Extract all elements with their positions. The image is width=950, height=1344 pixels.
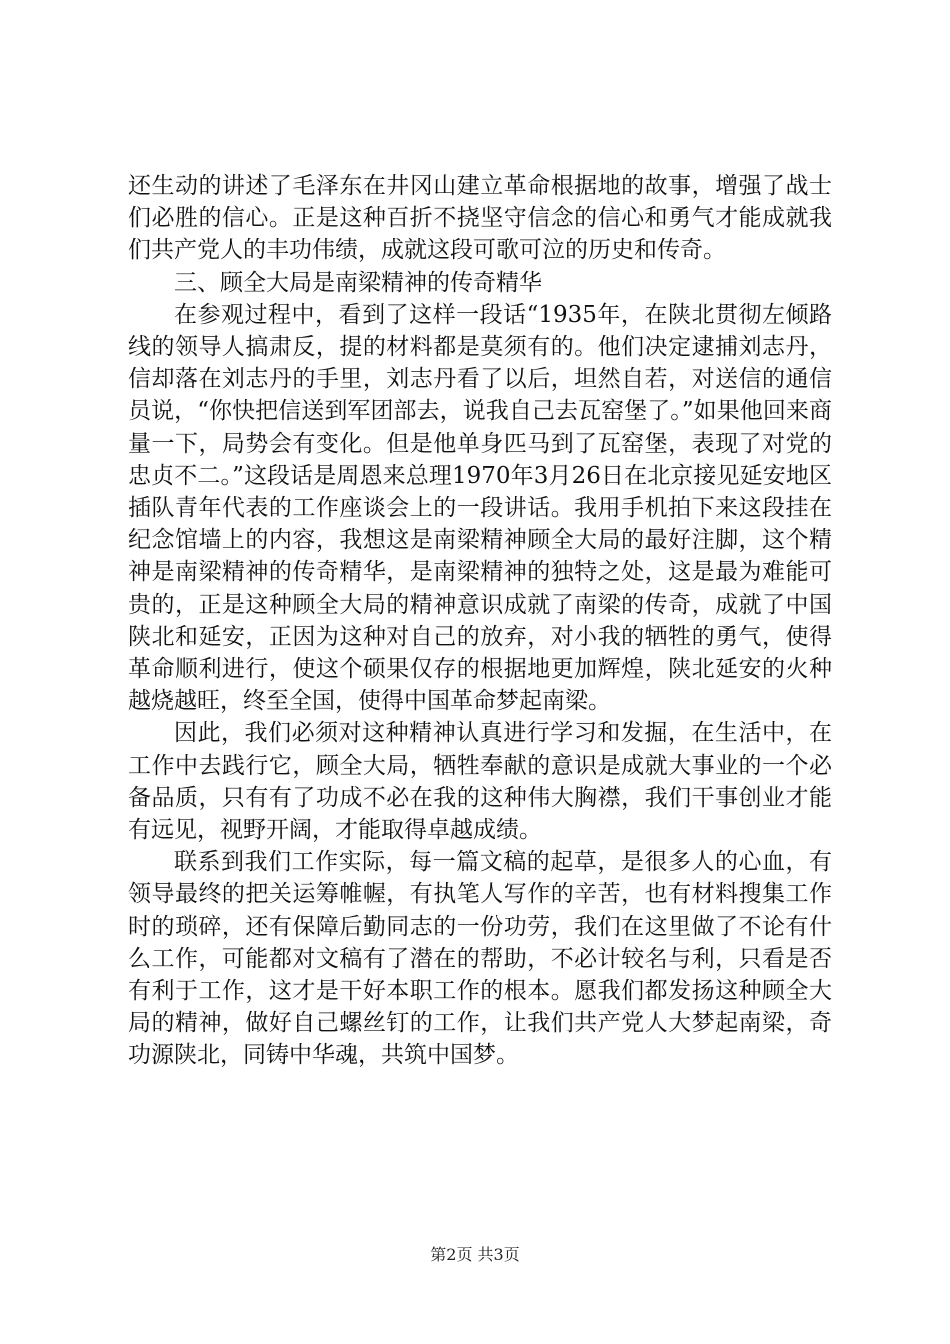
body-paragraph-2: 在参观过程中，看到了这样一段话“1935年，在陕北贯彻左倾路线的领导人搞肃反，提的材料都是莫须有的。他们决定逮捕刘志丹，信却落在刘志丹的手里，刘志丹看了以后，坦然自若，对送信的通信员说，“你快把信送到军团部去，说我自己去瓦窑堡了。”如果他回来商量一下，局势会有变化。但是他单身匹马到了瓦窑堡，表现了对党的忠贞不二。”这段话是周恩来总理1970年3月26日在北京接见延安地区插队青年代表的工作座谈会上的一段讲话。我用手机拍下来这段挂在纪念馆墙上的内容，我想这是南梁精神顾全大局的最好注脚，这个精神是南梁精神的传奇精华，是南梁精神的独特之处，这是最为难能可贵的，正是这种顾全大局的精神意识成就了南梁的传奇，成就了中国陕北和延安，正因为这种对自己的放弃，对小我的牺牲的勇气，使得革命顺利进行，使这个硕果仅存的根据地更加辉煌，陕北延安的火种越烧越旺，终至全国，使得中国革命梦起南梁。 (128, 301, 832, 715)
body-paragraph-4: 联系到我们工作实际，每一篇文稿的起草，是很多人的心血，有领导最终的把关运筹帷幄，有执笔人写作的辛苦，也有材料搜集工作时的琐碎，还有保障后勤同志的一份功劳，我们在这里做了不论有什么工作，可能都对文稿有了潜在的帮助，不必计较名与利，只看是否有利于工作，这才是干好本职工作的根本。愿我们都发扬这种顾全大局的精神，做好自己螺丝钉的工作，让我们共产党人大梦起南梁，奇功源陕北，同铸中华魂，共筑中国梦。 (128, 849, 832, 1069)
document-body (128, 170, 832, 1072)
page-number-footer: 第2页 共3页 (430, 1245, 520, 1264)
section-heading-3: 三、顾全大局是南梁精神的传奇精华 (174, 269, 542, 296)
body-paragraph-3: 因此，我们必须对这种精神认真进行学习和发掘，在生活中，在工作中去践行它，顾全大局，牺牲奉献的意识是成就大事业的一个必备品质，只有有了功成不必在我的这种伟大胸襟，我们干事创业才能有远见，视野开阔，才能取得卓越成绩。 (128, 720, 832, 844)
body-paragraph-1: 还生动的讲述了毛泽东在井冈山建立革命根据地的故事，增强了战士们必胜的信心。正是这种百折不挠坚守信念的信心和勇气才能成就我们共产党人的丰功伟绩，成就这段可歌可泣的历史和传奇。 (128, 173, 832, 264)
